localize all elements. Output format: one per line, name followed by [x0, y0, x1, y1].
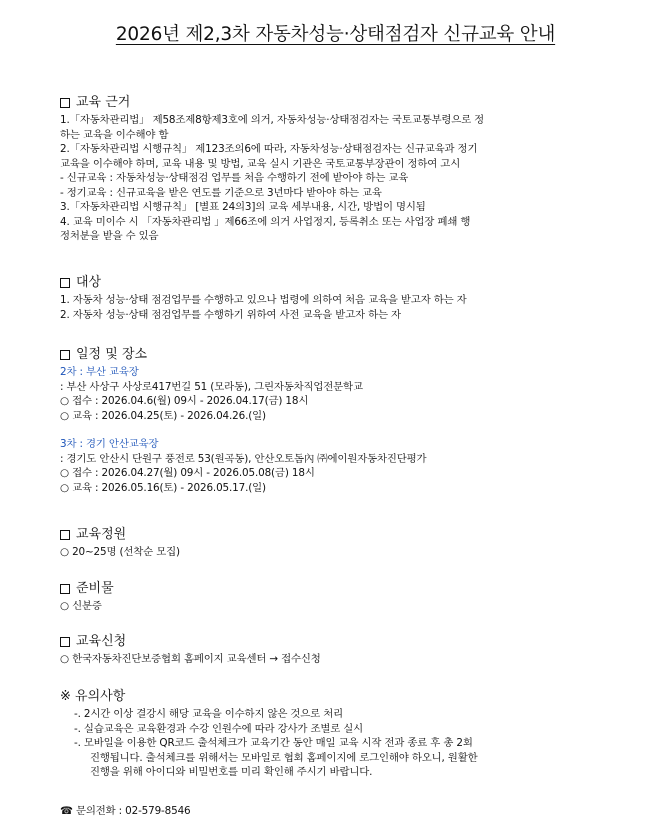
section-apply — [60, 633, 619, 667]
section-heading-materials: 준비물 — [60, 580, 619, 597]
checkbox-square-icon — [60, 350, 70, 360]
materials-line: ○ 신분증 — [60, 600, 102, 612]
basis-line: 1.「자동차관리법」 제58조제8항제3호에 의거, 자동차성능·상태점검자는 국토교통부령으로 정 — [60, 114, 485, 126]
round3-label: 3차 : 경기 안산교육장 — [60, 438, 159, 450]
checkbox-square-icon — [60, 530, 70, 540]
contact-phone: ☎ 문의전화 : 02-579-8546 — [60, 805, 191, 817]
basis-line: 정처분을 받을 수 있음 — [60, 230, 159, 242]
note-line: 진행됩니다. 출석체크를 위해서는 모바일로 협회 홈페이지에 로그인해야 하오니, 원활한 — [90, 751, 478, 764]
apply-line: ○ 한국자동차진단보증협회 홈페이지 교육센터 → 접수신청 — [60, 653, 321, 665]
capacity-line: ○ 20~25명 (선착순 모집) — [60, 546, 180, 558]
basis-line: 2.「자동차관리법 시행규칙」 제123조의6에 따라, 자동차성능·상태점검자는 신규교육과 정기 — [60, 143, 478, 155]
section-schedule — [60, 346, 619, 495]
section-basis — [60, 94, 619, 244]
section-heading-target: 대상 — [60, 274, 619, 291]
round3-apply-period: ○ 접수 : 2026.04.27(월) 09시 - 2026.05.08(금) 18시 — [60, 467, 315, 479]
round2-apply-period: ○ 접수 : 2026.04.6(월) 09시 - 2026.04.17(금) 18시 — [60, 395, 309, 407]
target-line: 1. 자동차 성능·상태 점검업무를 수행하고 있으나 법령에 의하여 처음 교육을 받고자 하는 자 — [60, 294, 467, 306]
note-line: -. 모바일을 이용한 QR코드 출석체크가 교육기간 동안 매일 교육 시작 전과 종료 후 총 2회 — [74, 737, 473, 749]
section-heading-basis: 교육 근거 — [60, 94, 619, 111]
target-line: 2. 자동차 성능·상태 점검업무를 수행하기 위하여 사전 교육을 받고자 하는 자 — [60, 308, 401, 321]
contact — [60, 804, 619, 819]
round2-address: : 부산 사상구 사상로417번길 51 (모라동), 그린자동차직업전문학교 — [60, 380, 363, 393]
checkbox-square-icon — [60, 584, 70, 594]
section-capacity — [60, 526, 619, 560]
round3-address: : 경기도 안산시 단원구 풍전로 53(원곡동), 안산오토돔內 ㈜에이원자동차진단평가 — [60, 452, 427, 465]
round2-edu-period: ○ 교육 : 2026.04.25(토) - 2026.04.26.(일) — [60, 409, 266, 422]
basis-line: 교육을 이수해야 하며, 교육 내용 및 방법, 교육 실시 기관은 국토교통부장관이 정하여 고시 — [60, 157, 461, 170]
checkbox-square-icon — [60, 637, 70, 647]
section-heading-capacity: 교육정원 — [60, 526, 619, 543]
section-heading-notes: ※ 유의사항 — [60, 689, 126, 704]
section-materials — [60, 580, 619, 614]
round3-edu-period: ○ 교육 : 2026.05.16(토) - 2026.05.17.(일) — [60, 481, 266, 494]
round2-label: 2차 : 부산 교육장 — [60, 366, 139, 378]
checkbox-square-icon — [60, 98, 70, 108]
basis-line: 4. 교육 미이수 시 「자동차관리법 」제66조에 의거 사업정지, 등록취소 또는 사업장 폐쇄 행 — [60, 215, 471, 228]
note-line: 진행을 위해 아이디와 비밀번호를 미리 확인해 주시기 바랍니다. — [90, 766, 373, 778]
note-line: -. 실습교육은 교육환경과 수강 인원수에 따라 강사가 조별로 실시 — [74, 722, 364, 735]
section-heading-schedule: 일정 및 장소 — [60, 346, 619, 363]
basis-line: - 신규교육 : 자동차성능·상태점검 업무를 처음 수행하기 전에 받아야 하는 교육 — [60, 172, 409, 184]
basis-line: 3.「자동차관리법 시행규칙」 [별표 24의3]의 교육 세부내용, 시간, 방법이 명시됨 — [60, 201, 426, 213]
section-heading-apply: 교육신청 — [60, 633, 619, 650]
page-title: 2026년 제2,3차 자동차성능·상태점검자 신규교육 안내 — [115, 24, 556, 45]
section-notes — [60, 688, 619, 780]
section-target — [60, 274, 619, 322]
basis-line: - 정기교육 : 신규교육을 받은 연도를 기준으로 3년마다 받아야 하는 교육 — [60, 186, 382, 199]
note-line: -. 2시간 이상 결강시 해당 교육을 이수하지 않은 것으로 처리 — [74, 708, 343, 720]
checkbox-square-icon — [60, 278, 70, 288]
basis-line: 하는 교육을 이수해야 함 — [60, 128, 169, 141]
